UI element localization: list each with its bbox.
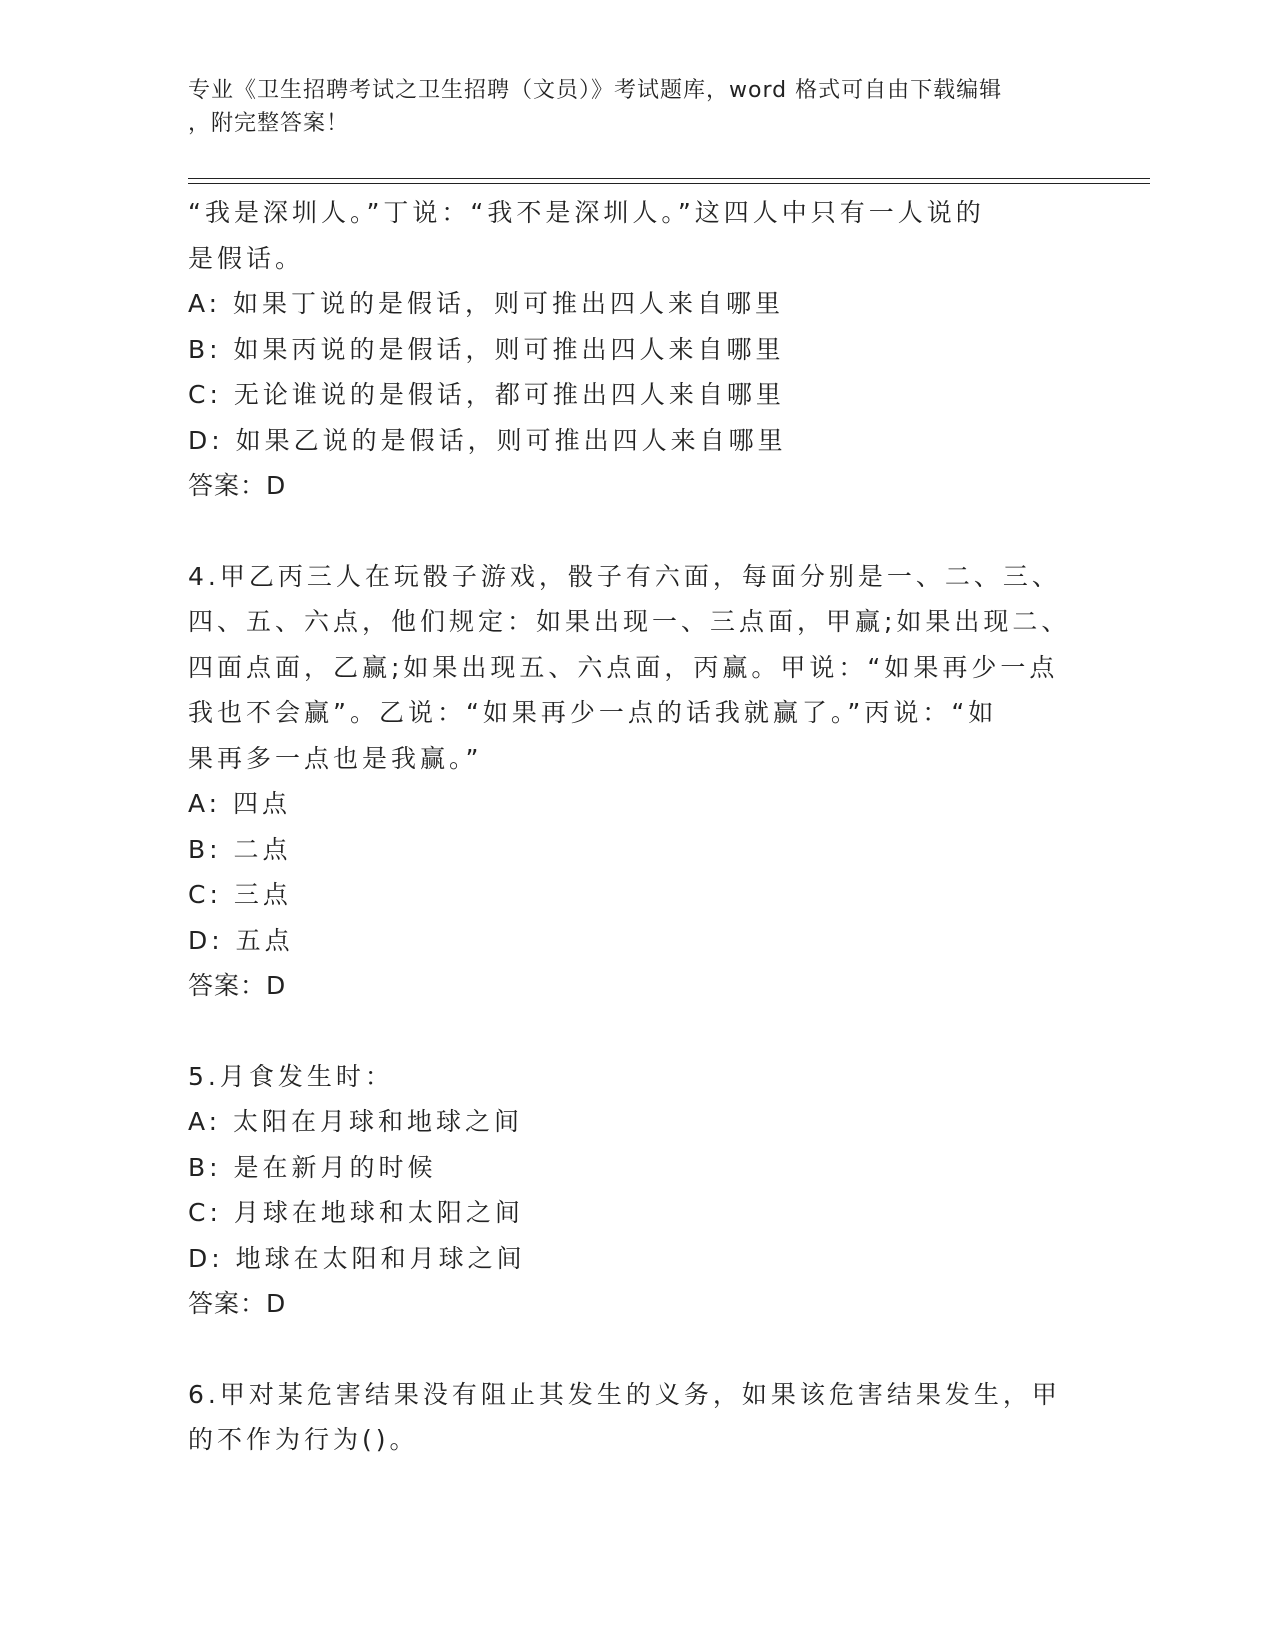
option-c: C: 无论谁说的是假话，都可推出四人来自哪里 bbox=[188, 380, 785, 409]
question-stem-line: 是假话。 bbox=[188, 243, 305, 273]
question-3 bbox=[188, 190, 1068, 509]
question-stem-line: 4.甲乙丙三人在玩骰子游戏，骰子有六面，每面分别是一、二、三、 bbox=[188, 561, 1061, 591]
header-line-1: 专业《卫生招聘考试之卫生招聘（文员）》考试题库，word 格式可自由下载编辑 bbox=[188, 78, 1003, 103]
question-list bbox=[188, 190, 1071, 1463]
option-c: C: 三点 bbox=[188, 880, 292, 909]
option-b: B: 如果丙说的是假话，则可推出四人来自哪里 bbox=[188, 334, 785, 364]
question-5 bbox=[188, 1054, 1068, 1327]
question-4 bbox=[188, 554, 1071, 1009]
answer-label: 答案：D bbox=[188, 471, 287, 500]
document-header bbox=[188, 74, 1068, 140]
question-spacer bbox=[188, 509, 1068, 554]
option-d: D: 地球在太阳和月球之间 bbox=[188, 1243, 526, 1273]
question-stem-line: 我也不会赢”。乙说：“如果再少一点的话我就赢了。”丙说：“如 bbox=[188, 698, 998, 727]
header-line-2: ，附完整答案！ bbox=[188, 111, 350, 136]
question-stem-line: 四面点面，乙赢;如果出现五、六点面，丙赢。甲说：“如果再少一点 bbox=[188, 652, 1059, 682]
question-stem-line: 果再多一点也是我赢。” bbox=[188, 743, 483, 773]
option-b: B: 是在新月的时候 bbox=[188, 1152, 437, 1182]
option-b: B: 二点 bbox=[188, 834, 292, 864]
question-stem-line: 四、五、六点，他们规定：如果出现一、三点面，甲赢;如果出现二、 bbox=[188, 607, 1071, 636]
option-a: A: 太阳在月球和地球之间 bbox=[188, 1107, 524, 1136]
question-stem-line: 6.甲对某危害结果没有阻止其发生的义务，如果该危害结果发生，甲 bbox=[188, 1379, 1061, 1409]
question-stem-line: 5.月食发生时： bbox=[188, 1061, 394, 1091]
option-c: C: 月球在地球和太阳之间 bbox=[188, 1198, 524, 1227]
option-a: A: 四点 bbox=[188, 789, 292, 818]
question-stem-line: 的不作为行为()。 bbox=[188, 1425, 419, 1454]
answer-label: 答案：D bbox=[188, 971, 287, 1000]
question-spacer bbox=[188, 1327, 1068, 1372]
option-d: D: 五点 bbox=[188, 925, 294, 955]
option-a: A: 如果丁说的是假话，则可推出四人来自哪里 bbox=[188, 289, 785, 318]
question-6 bbox=[188, 1372, 1068, 1463]
header-rule-top bbox=[188, 178, 1150, 179]
question-spacer bbox=[188, 1009, 1068, 1054]
answer-label: 答案：D bbox=[188, 1289, 287, 1318]
question-stem-line: “我是深圳人。”丁说：“我不是深圳人。”这四人中只有一人说的 bbox=[188, 198, 985, 227]
option-d: D: 如果乙说的是假话，则可推出四人来自哪里 bbox=[188, 425, 787, 455]
header-rule-bottom bbox=[188, 183, 1150, 184]
